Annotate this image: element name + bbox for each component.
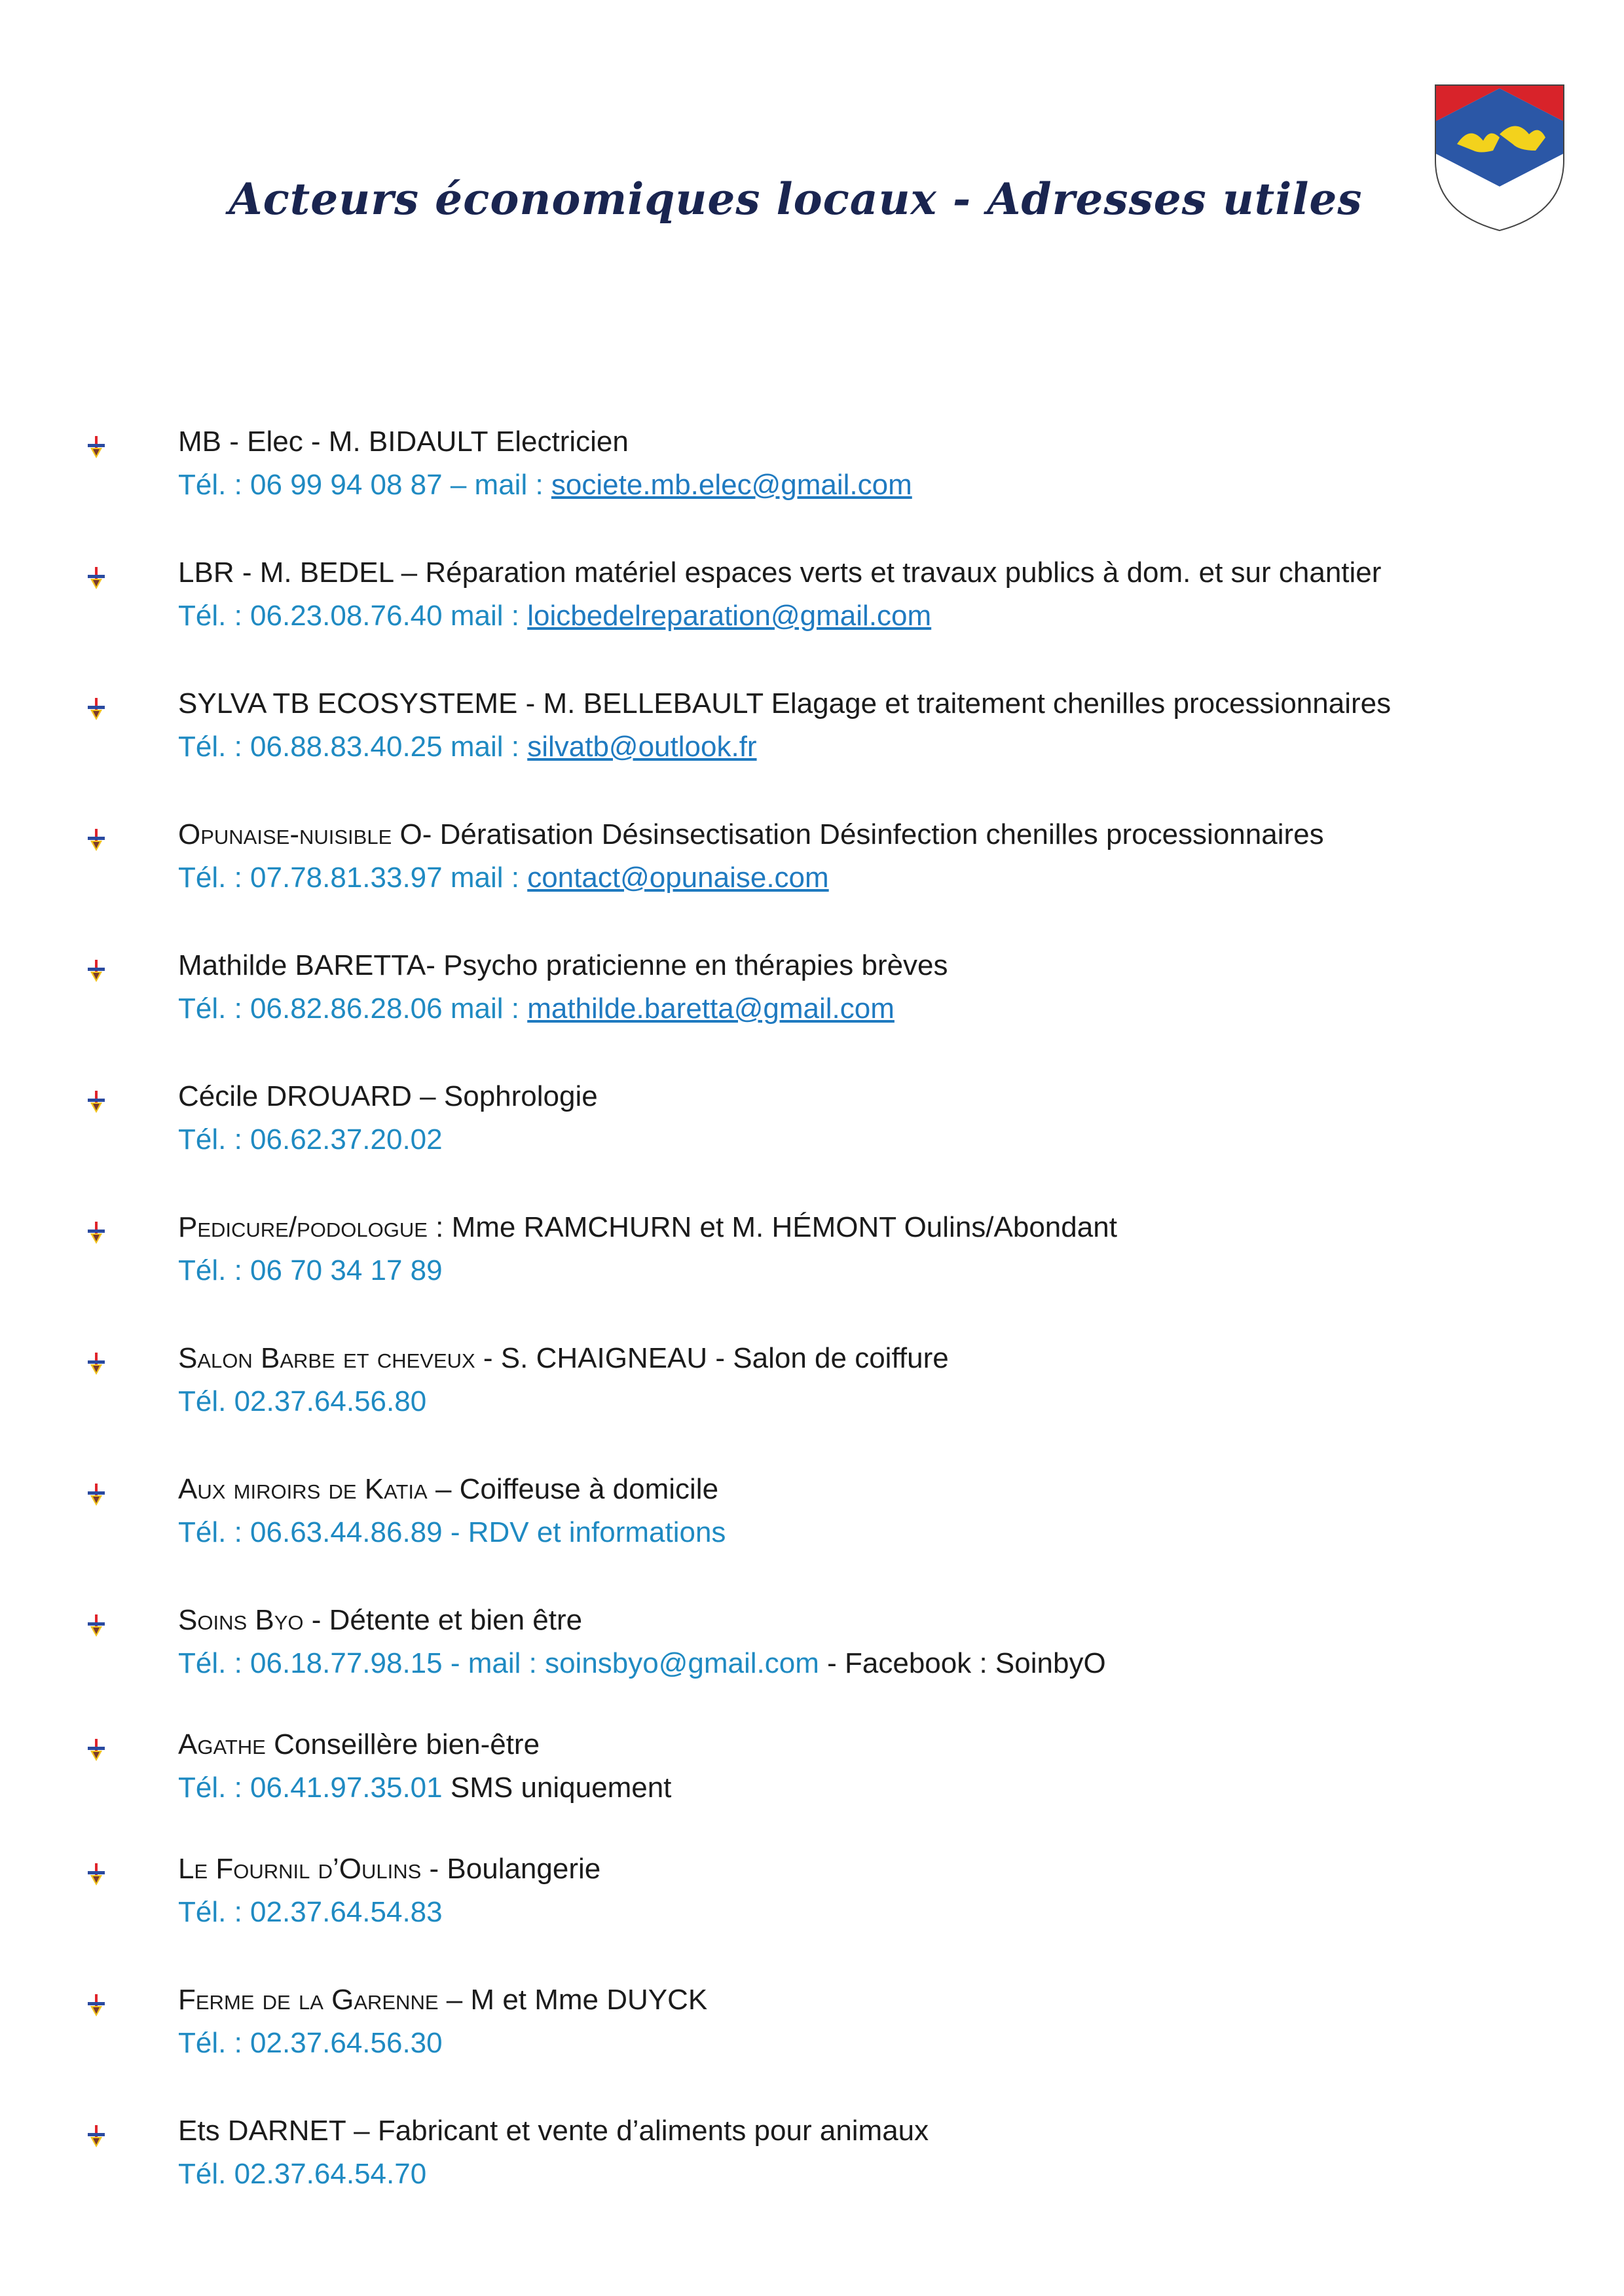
entry-name: Ets DARNET xyxy=(178,2115,346,2147)
entry-description: – Sophrologie xyxy=(411,1080,598,1112)
entry-name: LBR - M. BEDEL xyxy=(178,556,394,589)
entry-name: Salon Barbe et cheveux xyxy=(178,1342,475,1374)
entry-extra: - Facebook : SoinbyO xyxy=(819,1647,1106,1679)
entry-phone: Tél. 02.37.64.56.80 xyxy=(178,1385,427,1417)
entry-name: Soins Byo xyxy=(178,1604,304,1636)
entry-name: Opunaise-nuisible O xyxy=(178,818,422,850)
bullet-arrow-icon xyxy=(86,958,106,983)
entry-description: - Détente et bien être xyxy=(303,1604,583,1636)
entry-phone: Tél. : 06.18.77.98.15 - mail : soinsbyo@gmail.com xyxy=(178,1647,819,1679)
bullet-arrow-icon xyxy=(86,566,106,591)
bullet-arrow-icon xyxy=(86,1738,106,1762)
bullet-arrow-icon xyxy=(86,1220,106,1245)
entry-description: Elagage et traitement chenilles processionnaires xyxy=(763,687,1392,720)
entry-phone: Tél. : 06 70 34 17 89 xyxy=(178,1254,443,1286)
entry-phone: Tél. : 07.78.81.33.97 mail : xyxy=(178,862,528,894)
entry-phone: Tél. : 06.63.44.86.89 - RDV et informations xyxy=(178,1516,726,1548)
entry-description: – Réparation matériel espaces verts et travaux publics à dom. et sur chantier xyxy=(393,556,1382,589)
entry-name: Pedicure/podologue xyxy=(178,1211,428,1243)
bullet-arrow-icon xyxy=(86,828,106,852)
entry-phone: Tél. : 06 99 94 08 87 – mail : xyxy=(178,469,551,501)
entry-description: – M et Mme DUYCK xyxy=(438,1984,708,2016)
entry-name: Agathe xyxy=(178,1728,266,1760)
entry-mail-link[interactable]: contact@opunaise.com xyxy=(527,862,829,894)
entry-phone: Tél. 02.37.64.54.70 xyxy=(178,2158,427,2190)
entry-name: Cécile DROUARD xyxy=(178,1080,412,1112)
bullet-arrow-icon xyxy=(86,1993,106,2018)
bullet-arrow-icon xyxy=(86,1613,106,1638)
page-title: Acteurs économiques locaux - Adresses utiles xyxy=(229,173,1363,225)
entry-description: – Coiffeuse à domicile xyxy=(427,1473,719,1505)
entry-name: Mathilde BARETTA xyxy=(178,949,426,981)
entry-phone: Tél. : 06.88.83.40.25 mail : xyxy=(178,731,528,763)
entry-description: Conseillère bien-être xyxy=(265,1728,540,1760)
entry-description: - Dératisation Désinsectisation Désinfection chenilles processionnaires xyxy=(422,818,1324,850)
entry-name: MB - Elec xyxy=(178,426,303,458)
entry-name: Ferme de la Garenne xyxy=(178,1984,439,2016)
entry-description: – Fabricant et vente d’aliments pour animaux xyxy=(345,2115,929,2147)
entry-phone: Tél. : 02.37.64.54.83 xyxy=(178,1896,443,1928)
entry-mail-link[interactable]: loicbedelreparation@gmail.com xyxy=(527,600,932,632)
entry-name: Le Fournil d’Oulins xyxy=(178,1853,422,1885)
bullet-arrow-icon xyxy=(86,1089,106,1114)
bullet-arrow-icon xyxy=(86,1351,106,1376)
bullet-arrow-icon xyxy=(86,1862,106,1887)
entry-description: - Boulangerie xyxy=(421,1853,601,1885)
entry-phone: Tél. : 06.41.97.35.01 xyxy=(178,1772,443,1804)
bullet-arrow-icon xyxy=(86,2124,106,2149)
bullet-arrow-icon xyxy=(86,435,106,460)
entry-description: - Psycho praticienne en thérapies brèves xyxy=(426,949,948,981)
entry-extra: SMS uniquement xyxy=(442,1772,672,1804)
entry-mail-link[interactable]: silvatb@outlook.fr xyxy=(527,731,757,763)
entry-phone: Tél. : 02.37.64.56.30 xyxy=(178,2027,443,2059)
entry-description: - S. CHAIGNEAU - Salon de coiffure xyxy=(475,1342,949,1374)
bullet-arrow-icon xyxy=(86,697,106,721)
entry-mail-link[interactable]: societe.mb.elec@gmail.com xyxy=(551,469,912,501)
entry-phone: Tél. : 06.62.37.20.02 xyxy=(178,1123,443,1156)
entry-mail-link[interactable]: mathilde.baretta@gmail.com xyxy=(527,993,895,1025)
entry-name: Aux miroirs de Katia xyxy=(178,1473,428,1505)
entry-phone: Tél. : 06.82.86.28.06 mail : xyxy=(178,993,528,1025)
entry-phone: Tél. : 06.23.08.76.40 mail : xyxy=(178,600,528,632)
bullet-arrow-icon xyxy=(86,1482,106,1507)
entry-description: - M. BIDAULT Electricien xyxy=(303,426,629,458)
entry-description: : Mme RAMCHURN et M. HÉMONT Oulins/Abondant xyxy=(427,1211,1117,1243)
entry-name: SYLVA TB ECOSYSTEME - M. BELLEBAULT xyxy=(178,687,764,720)
